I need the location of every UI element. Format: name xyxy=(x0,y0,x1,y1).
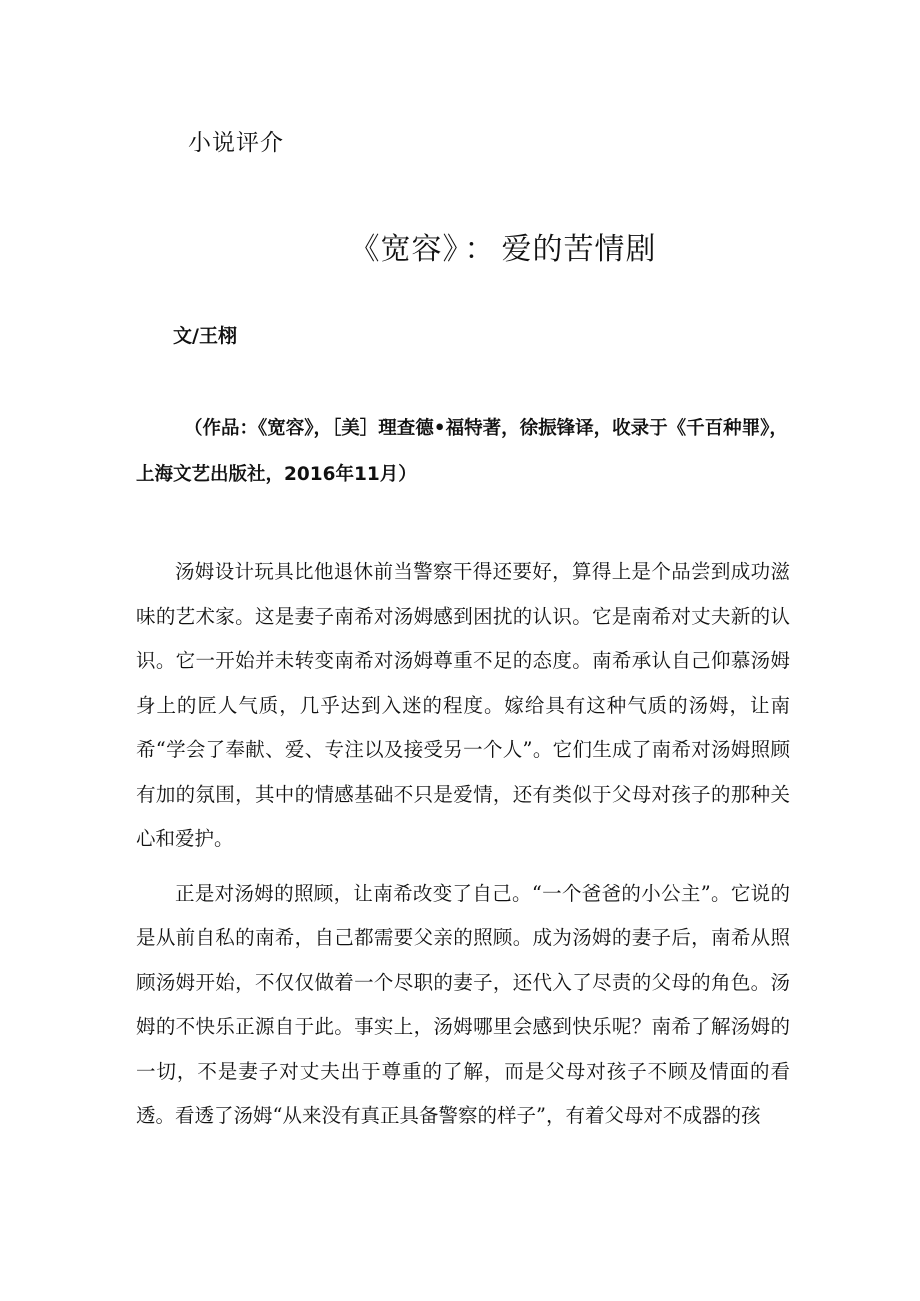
work-citation xyxy=(136,406,790,498)
title-subtitle: 爱的苦情剧 xyxy=(501,232,657,267)
title-colon: ： xyxy=(464,232,496,267)
article-title xyxy=(0,224,920,268)
section-label: 小说评介 xyxy=(188,130,284,156)
paragraph: 正是对汤姆的照顾，让南希改变了自己。“一个爸爸的小公主”。它说的是从前自私的南希，自己都需要父亲的照顾。成为汤姆的妻子后，南希从照顾汤姆开始，不仅仅做着一个尽职的妻子，还代入了尽责的父母的角色。汤姆的不快乐正源自于此。事实上，汤姆哪里会感到快乐呢？南希了解汤姆的一切，不是妻子对丈夫出于尊重的了解，而是父母对孩子不顾及情面的看透。看透了汤姆“从来没有真正具备警察的样子”，有着父母对不成器的孩 xyxy=(136,881,790,1127)
article-body xyxy=(136,550,790,1149)
author-byline: 文/王栩 xyxy=(173,325,237,347)
title-book-name: 《宽容》 xyxy=(349,232,459,267)
work-citation-text: （作品：《宽容》，［美］理查德•福特著，徐振锋译，收录于《千百种罪》，上海文艺出版社，2016年11月） xyxy=(136,418,788,485)
paragraph: 汤姆设计玩具比他退休前当警察干得还要好，算得上是个品尝到成功滋味的艺术家。这是妻子南希对汤姆感到困扰的认识。它是南希对丈夫新的认识。它一开始并未转变南希对汤姆尊重不足的态度。南希承认自己仰慕汤姆身上的匠人气质，几乎达到入迷的程度。嫁给具有这种气质的汤姆，让南希“学会了奉献、爱、专注以及接受另一个人”。它们生成了南希对汤姆照顾有加的氛围，其中的情感基础不只是爱情，还有类似于父母对孩子的那种关心和爱护。 xyxy=(136,560,790,850)
